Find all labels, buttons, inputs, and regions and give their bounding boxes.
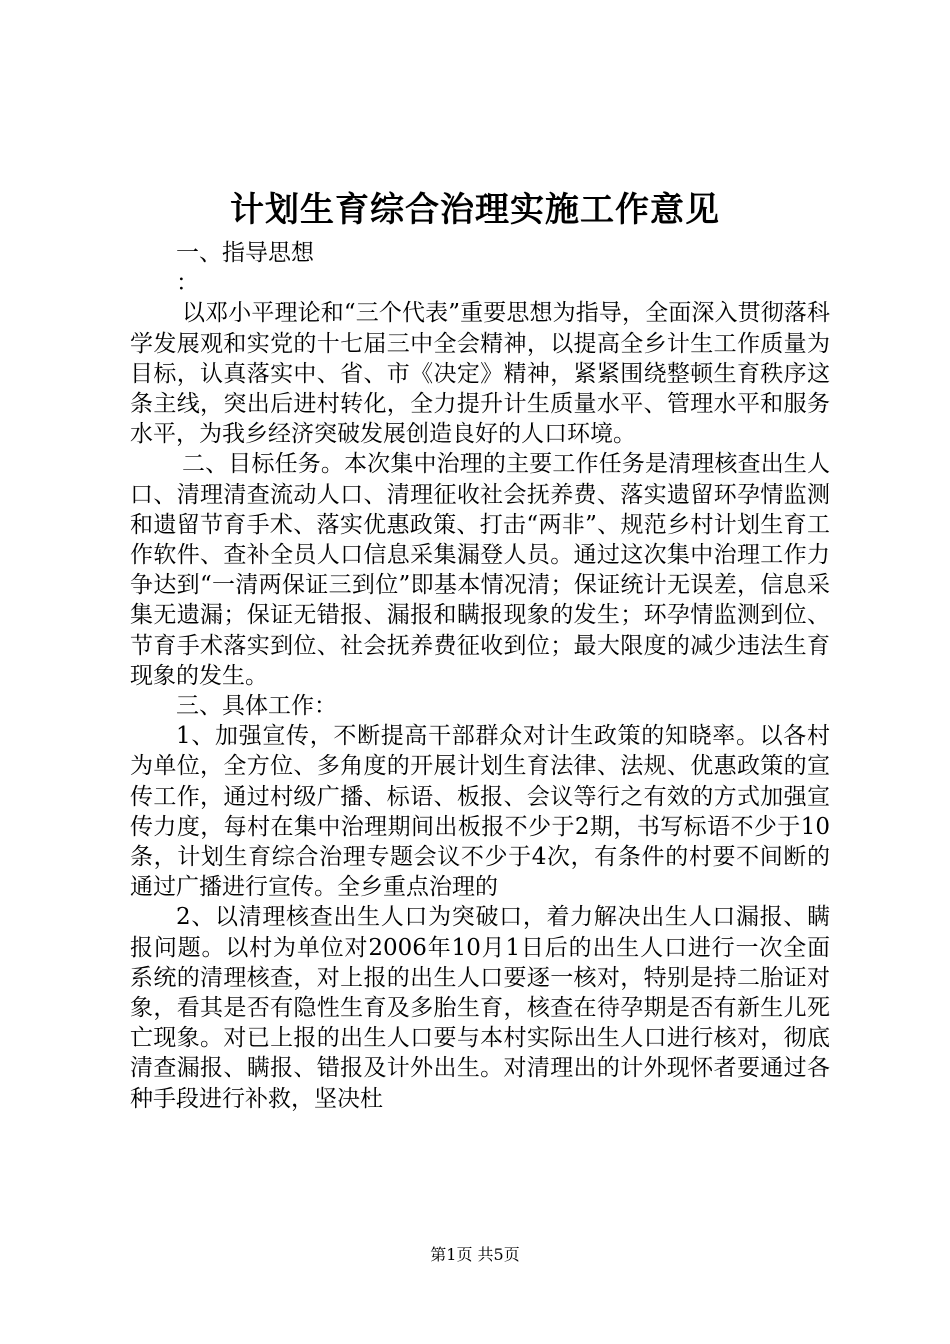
paragraph-guiding-ideology: 以邓小平理论和“三个代表”重要思想为指导，全面深入贯彻落科学发展观和实党的十七届三中全会精神，以提高全乡计生工作质量为目标，认真落实中、省、市《决定》精神，紧紧围绕整顿生育秩序这条主线，突出后进村转化，全力提升计生质量水平、管理水平和服务水平，为我乡经济突破发展创造良好的人口环境。 — [130, 300, 830, 448]
section-heading-specific-work: 三、具体工作： — [176, 693, 337, 720]
stray-colon: ： — [176, 270, 199, 297]
section-heading-guiding-ideology: 一、指导思想 — [176, 240, 314, 266]
paragraph-item-1-publicity: 1、加强宣传，不断提高干部群众对计生政策的知晓率。以各村为单位，全方位、多角度的开展计划生育法律、法规、优惠政策的宣传工作，通过村级广播、标语、板报、会议等行之有效的方式加强宣传力度，每村在集中治理期间出板报不少于2期，书写标语不少于10条，计划生育综合治理专题会议不少于4次，有条件的村要不间断的通过广播进行宣传。全乡重点治理的 — [130, 723, 830, 901]
paragraph-goals-tasks: 二、目标任务。本次集中治理的主要工作任务是清理核查出生人口、清理清查流动人口、清理征收社会抚养费、落实遗留环孕情监测和遗留节育手术、落实优惠政策、打击“两非”、规范乡村计划生育工作软件、查补全员人口信息采集漏登人员。通过这次集中治理工作力争达到“一清两保证三到位”即基本情况清；保证统计无误差，信息采集无遗漏；保证无错报、漏报和瞒报现象的发生；环孕情监测到位、节育手术落实到位、社会抚养费征收到位；最大限度的减少违法生育现象的发生。 — [130, 451, 830, 689]
document-body — [130, 238, 830, 1114]
document-title: 计划生育综合治理实施工作意见 — [230, 190, 720, 230]
page-footer: 第1页 共5页 — [430, 1245, 520, 1264]
paragraph-item-2-birth-verification: 2、以清理核查出生人口为突破口，着力解决出生人口漏报、瞒报问题。以村为单位对2006年10月1日后的出生人口进行一次全面系统的清理核查，对上报的出生人口要逐一核对，特别是持二胎证对象，看其是否有隐性生育及多胎生育，核查在待孕期是否有新生儿死亡现象。对已上报的出生人口要与本村实际出生人口进行核对，彻底清查漏报、瞒报、错报及计外出生。对清理出的计外现怀者要通过各种手段进行补救，坚决杜 — [130, 904, 830, 1112]
